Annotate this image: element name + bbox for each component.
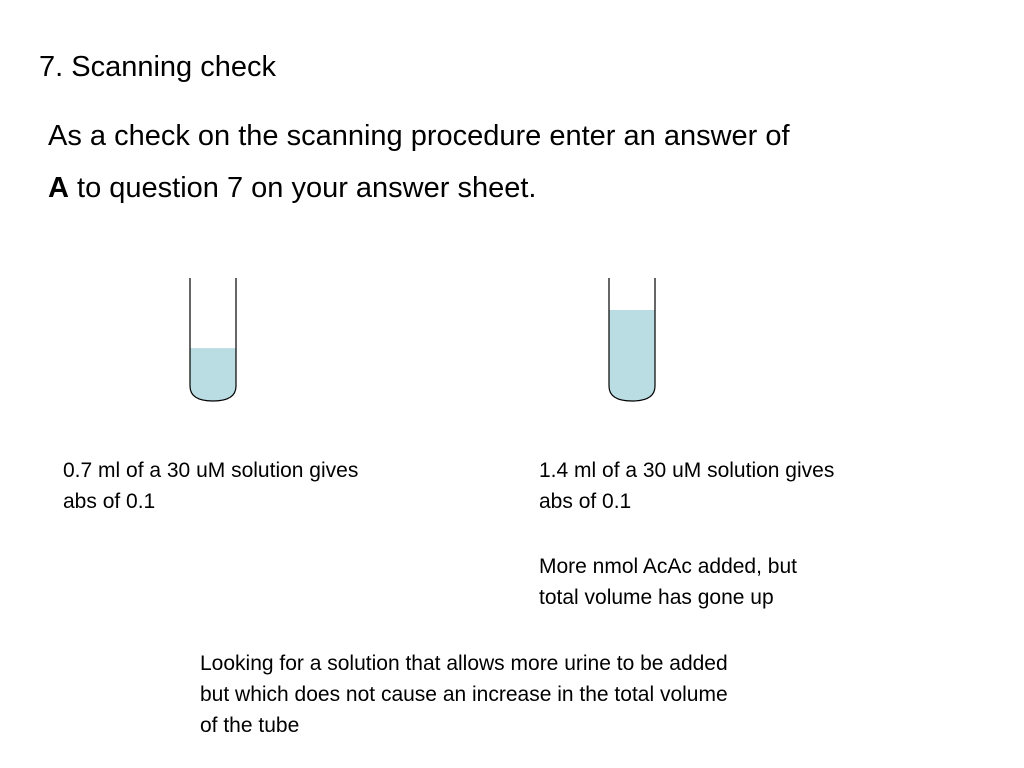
caption-bottom-line-1: Looking for a solution that allows more urine to be added bbox=[200, 652, 728, 675]
intro-line-2 bbox=[48, 162, 988, 214]
caption-bottom-line-2: but which does not cause an increase in the total volume bbox=[200, 683, 728, 706]
caption-right-note bbox=[539, 551, 939, 613]
test-tube-left bbox=[187, 278, 239, 404]
caption-left-line-2: abs of 0.1 bbox=[63, 490, 156, 513]
caption-left bbox=[63, 455, 463, 517]
caption-right-line-2: abs of 0.1 bbox=[539, 490, 632, 513]
caption-right-line-1: 1.4 ml of a 30 uM solution gives bbox=[539, 459, 835, 482]
caption-right-note-line-1: More nmol AcAc added, but bbox=[539, 555, 797, 578]
caption-left-line-1: 0.7 ml of a 30 uM solution gives bbox=[63, 459, 359, 482]
caption-bottom bbox=[200, 648, 880, 741]
tube-right-liquid bbox=[609, 310, 655, 401]
tube-left-liquid bbox=[190, 348, 236, 401]
caption-right bbox=[539, 455, 939, 517]
intro-line-1: As a check on the scanning procedure enter an answer of bbox=[48, 120, 790, 152]
intro-line-2-rest: to question 7 on your answer sheet. bbox=[68, 172, 537, 204]
slide-title: 7. Scanning check bbox=[39, 51, 276, 83]
intro-text bbox=[48, 110, 988, 214]
caption-right-note-line-2: total volume has gone up bbox=[539, 586, 774, 609]
test-tube-right bbox=[606, 278, 658, 404]
caption-bottom-line-3: of the tube bbox=[200, 714, 300, 737]
answer-letter: A bbox=[48, 172, 69, 204]
